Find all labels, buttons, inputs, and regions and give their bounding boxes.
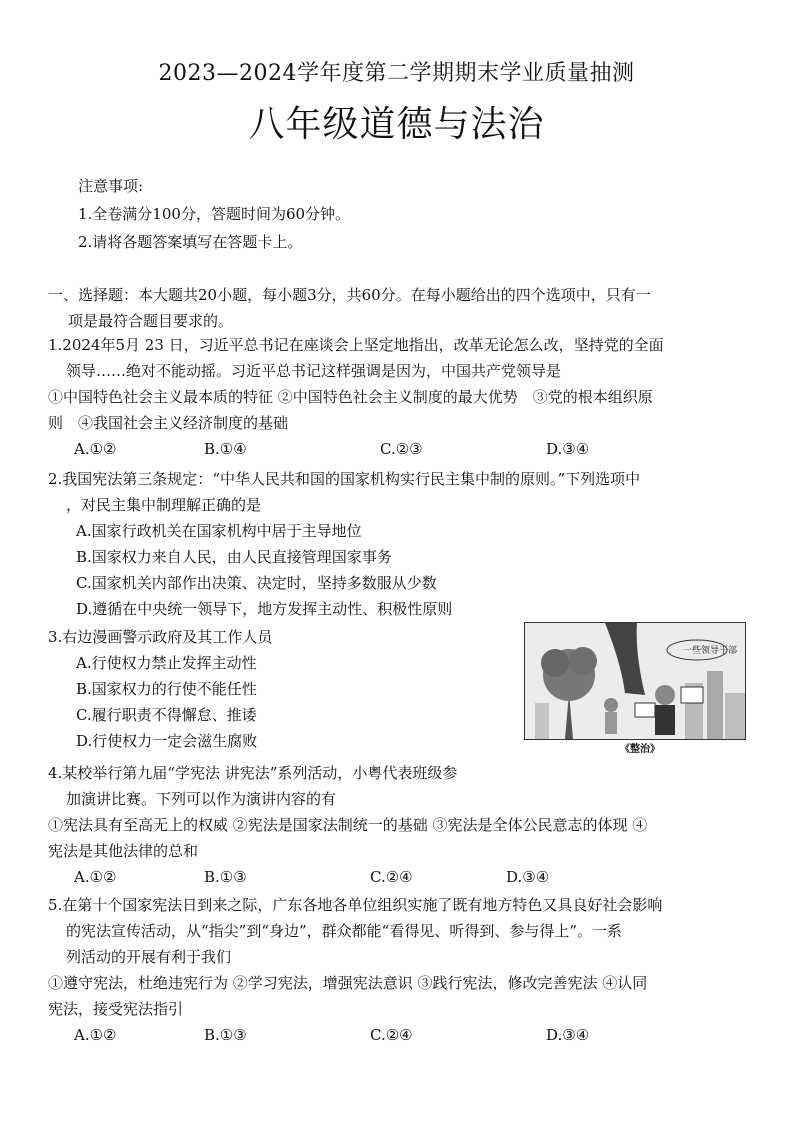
option-d: D.行使权力一定会滋生腐败 <box>76 732 258 750</box>
option-b: B.①③ <box>204 1026 247 1044</box>
question-2 <box>48 466 758 622</box>
option-c: C.②④ <box>370 1026 413 1044</box>
notice-heading: 注意事项: <box>78 177 144 195</box>
question-stem: ，对民主集中制理解正确的是 <box>66 496 262 514</box>
option-b: B.国家权力的行使不能任性 <box>76 680 257 698</box>
option-a: A.国家行政机关在国家机构中居于主导地位 <box>76 522 362 540</box>
question-statements: 宪法，接受宪法指引 <box>48 1000 184 1018</box>
section-line: 一、选择题：本大题共20小题，每小题3分，共60分。在每小题给出的四个选项中，只有一 <box>48 286 651 304</box>
option-d: D.③④ <box>546 440 590 458</box>
question-stem: 3.右边漫画警示政府及其工作人员 <box>48 628 273 646</box>
option-b: B.国家权力来自人民，由人民直接管理国家事务 <box>76 548 392 566</box>
option-d: D.③④ <box>506 868 550 886</box>
option-a: A.行使权力禁止发挥主动性 <box>76 654 257 672</box>
option-b: B.①④ <box>204 440 247 458</box>
exam-subject: 八年级道德与法治 <box>248 104 545 145</box>
option-a: A.①② <box>74 1026 117 1044</box>
options-row <box>48 436 758 462</box>
option-c: C.②④ <box>370 868 413 886</box>
question-stem: 2.我国宪法第三条规定：“中华人民共和国的国家机构实行民主集中制的原则。”下列选项中 <box>48 470 641 488</box>
question-statements: 宪法是其他法律的总和 <box>48 842 199 860</box>
cartoon-caption: 《整治》 <box>620 744 660 755</box>
cartoon-image <box>524 622 746 740</box>
question-stem: 5.在第十个国家宪法日到来之际，广东各地各单位组织实施了既有地方特色又具良好社会影响 <box>48 896 663 914</box>
option-c: C.②③ <box>380 440 423 458</box>
option-d: D.③④ <box>546 1026 590 1044</box>
question-statements: ①中国特色社会主义最本质的特征 ②中国特色社会主义制度的最大优势 ③党的根本组织原 <box>48 388 653 406</box>
option-a: A.①② <box>74 440 117 458</box>
question-stem: 的宪法宣传活动，从“指尖”到“身边”，群众都能“看得见、听得到、参与得上”。一系 <box>66 922 623 940</box>
question-statements: 则 ④我国社会主义经济制度的基础 <box>48 414 289 432</box>
options-row <box>48 864 758 890</box>
exam-title: 2023—2024学年度第二学期期末学业质量抽测 <box>158 61 635 86</box>
cartoon-illustration <box>525 623 745 739</box>
cartoon-label: 一些领导干部 <box>683 646 738 656</box>
question-5 <box>48 892 758 1048</box>
option-c: C.履行职责不得懈怠、推诿 <box>76 706 257 724</box>
question-1 <box>48 332 758 462</box>
question-3 <box>48 624 508 754</box>
notice-item: 1.全卷满分100分，答题时间为60分钟。 <box>78 205 351 223</box>
question-stem: 领导……绝对不能动摇。习近平总书记这样强调是因为，中国共产党领导是 <box>66 362 562 380</box>
question-stem: 加演讲比赛。下列可以作为演讲内容的有 <box>66 790 337 808</box>
question-statements: ①遵守宪法，杜绝违宪行为 ②学习宪法，增强宪法意识 ③践行宪法，修改完善宪法 ④认同 <box>48 974 648 992</box>
section-line: 项是最符合题目要求的。 <box>68 312 234 330</box>
options-row <box>48 1022 758 1048</box>
question-4 <box>48 760 758 890</box>
option-c: C.国家机关内部作出决策、决定时，坚持多数服从少数 <box>76 574 437 592</box>
question-stem: 1.2024年5月 23 日，习近平总书记在座谈会上坚定地指出，改革无论怎么改，坚持党的全面 <box>48 336 664 354</box>
section-heading <box>48 282 748 334</box>
notice-item: 2.请将各题答案填写在答题卡上。 <box>78 233 303 251</box>
option-d: D.遵循在中央统一领导下，地方发挥主动性、积极性原则 <box>76 600 453 618</box>
question-statements: ①宪法具有至高无上的权威 ②宪法是国家法制统一的基础 ③宪法是全体公民意志的体现 ④ <box>48 816 648 834</box>
notice-block <box>78 172 350 256</box>
question-stem: 列活动的开展有利于我们 <box>66 948 232 966</box>
option-b: B.①③ <box>204 868 247 886</box>
option-a: A.①② <box>74 868 117 886</box>
question-stem: 4.某校举行第九届“学宪法 讲宪法”系列活动，小粤代表班级参 <box>48 764 458 782</box>
